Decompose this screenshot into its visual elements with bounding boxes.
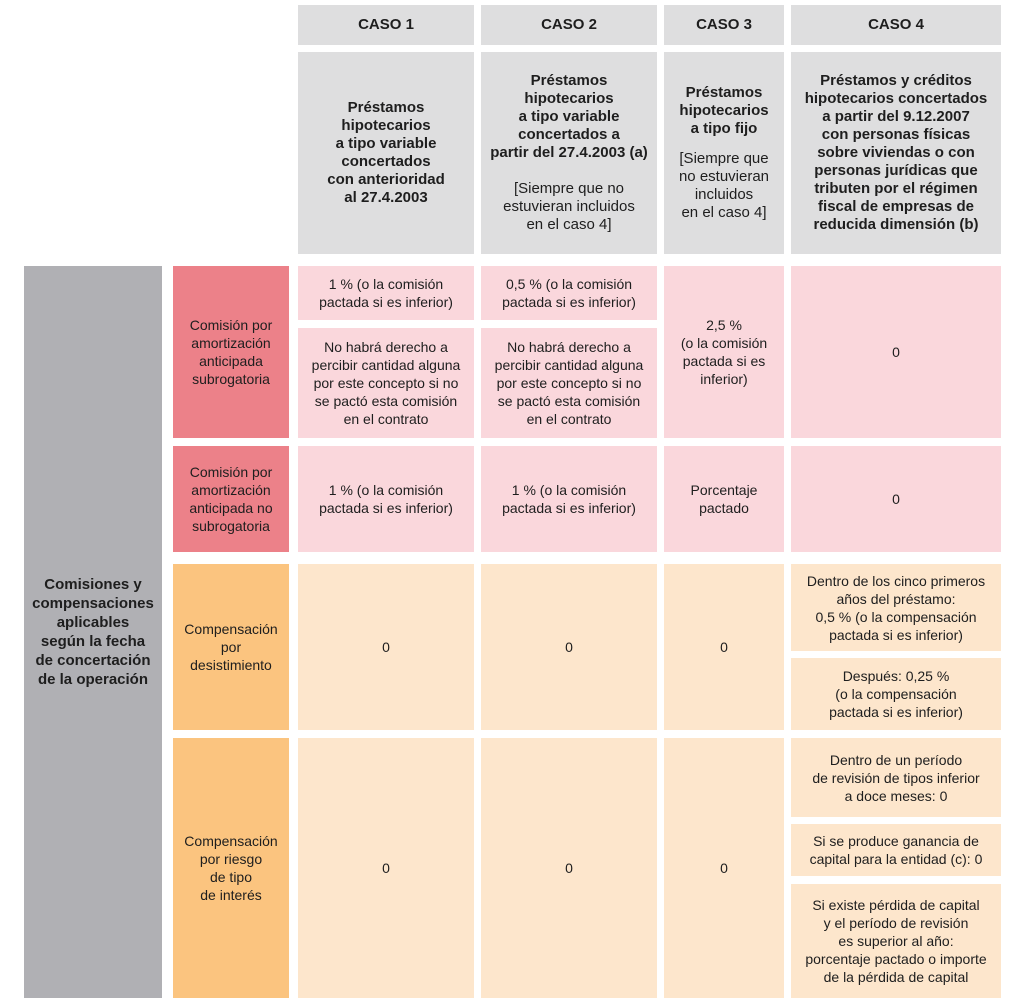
cell-desistimiento-caso-2: 0 [481, 564, 657, 730]
cell-riesgo-caso-4-c: Si existe pérdida de capital y el período de revisión es superior al año: porcentaje pactado o importe de la pérdida de capital [791, 884, 1001, 998]
description-caso-2 [481, 52, 657, 254]
description-caso-3-title: Préstamos hipotecarios a tipo fijo [679, 84, 769, 137]
cell-subrogatoria-caso-1-b: No habrá derecho a percibir cantidad alguna por este concepto si no se pactó esta comisión en el contrato [298, 328, 474, 438]
description-caso-4-title: Préstamos y créditos hipotecarios concertados a partir del 9.12.2007 con personas físicas sobre viviendas o con personas jurídicas que tributen por el régimen fiscal de empresas de reducida dimensión (b) [804, 72, 988, 233]
row-label-desistimiento: Compensación por desistimiento [173, 564, 289, 730]
row-group-label: Comisiones y compensaciones aplicables según la fecha de concertación de la operación [24, 266, 162, 998]
description-caso-2-title: Préstamos hipotecarios a tipo variable concertados a partir del 27.4.2003 (a) [490, 72, 648, 161]
cell-subrogatoria-caso-1-a: 1 % (o la comisión pactada si es inferior) [298, 266, 474, 320]
header-caso-2: CASO 2 [481, 5, 657, 45]
description-caso-2-note: [Siempre que no estuvieran incluidos en el caso 4] [503, 180, 635, 233]
cell-subrogatoria-caso-4: 0 [791, 266, 1001, 438]
description-caso-1 [298, 52, 474, 254]
header-caso-4: CASO 4 [791, 5, 1001, 45]
row-label-riesgo: Compensación por riesgo de tipo de interés [173, 738, 289, 998]
cell-no-subrogatoria-caso-2: 1 % (o la comisión pactada si es inferior) [481, 446, 657, 552]
description-caso-1-title: Préstamos hipotecarios a tipo variable concertados con anterioridad al 27.4.2003 [327, 99, 445, 206]
cell-desistimiento-caso-1: 0 [298, 564, 474, 730]
cell-desistimiento-caso-3: 0 [664, 564, 784, 730]
row-label-subrogatoria: Comisión por amortización anticipada subrogatoria [173, 266, 289, 438]
cell-riesgo-caso-2: 0 [481, 738, 657, 998]
cell-desistimiento-caso-4-b: Después: 0,25 % (o la compensación pactada si es inferior) [791, 658, 1001, 730]
description-caso-3 [664, 52, 784, 254]
row-label-no-subrogatoria: Comisión por amortización anticipada no subrogatoria [173, 446, 289, 552]
cell-subrogatoria-caso-3: 2,5 % (o la comisión pactada si es inferior) [664, 266, 784, 438]
cell-riesgo-caso-4-a: Dentro de un período de revisión de tipos inferior a doce meses: 0 [791, 738, 1001, 817]
cell-riesgo-caso-3: 0 [664, 738, 784, 998]
header-caso-1: CASO 1 [298, 5, 474, 45]
header-caso-3: CASO 3 [664, 5, 784, 45]
cell-no-subrogatoria-caso-1: 1 % (o la comisión pactada si es inferior) [298, 446, 474, 552]
cell-no-subrogatoria-caso-4: 0 [791, 446, 1001, 552]
description-caso-3-note: [Siempre que no estuvieran incluidos en el caso 4] [678, 150, 770, 221]
description-caso-4 [791, 52, 1001, 254]
cell-riesgo-caso-4-b: Si se produce ganancia de capital para la entidad (c): 0 [791, 824, 1001, 876]
cell-subrogatoria-caso-2-a: 0,5 % (o la comisión pactada si es inferior) [481, 266, 657, 320]
cell-desistimiento-caso-4-a: Dentro de los cinco primeros años del préstamo: 0,5 % (o la compensación pactada si es inferior) [791, 564, 1001, 651]
cell-subrogatoria-caso-2-b: No habrá derecho a percibir cantidad alguna por este concepto si no se pactó esta comisión en el contrato [481, 328, 657, 438]
cell-no-subrogatoria-caso-3: Porcentaje pactado [664, 446, 784, 552]
cell-riesgo-caso-1: 0 [298, 738, 474, 998]
